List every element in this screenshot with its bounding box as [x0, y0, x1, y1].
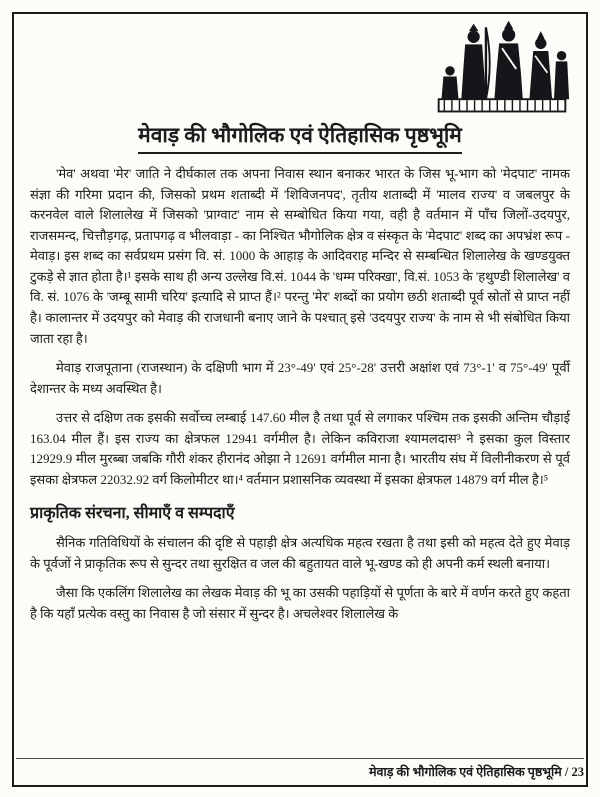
paragraph-3: उत्तर से दक्षिण तक इसकी सर्वोच्च लम्बाई 147.60 मील है तथा पूर्व से लगाकर पश्चिम तक इसकी अन्तिम चौड़ाई 163.04 मील हैं। इस राज्य का क्षेत्रफल 12941 वर्गमील है। लेकिन कविराजा श्यामलदास³ ने इसका कुल विस्तार 12929.9 मील मुरब्बा जबकि गौरी शंकर हीरानंद ओझा ने 12691 वर्गमील माना है। भारतीय संघ में विलीनीकरण से पूर्व इसका क्षेत्रफल 22032.92 वर्ग किलोमीटर था।⁴ वर्तमान प्रशासनिक व्यवस्था में इसका क्षेत्रफल 14879 वर्ग मील है।⁵ [30, 410, 570, 487]
page-title-text: मेवाड़ की भौगोलिक एवं ऐतिहासिक पृष्ठभूमि [138, 122, 462, 154]
page-content [14, 14, 586, 785]
paragraph-4: सैनिक गतिविधियों के संचालन की दृष्टि से पहाड़ी क्षेत्र अत्यधिक महत्व रखता है तथा इसी को महत्व देते हुए मेवाड़ के पूर्वजों ने प्राकृतिक रूप से सुन्दर तथा सुरक्षित व जल की बहुतायत वाले भू-खण्ड को ही अपनी कर्म स्थली बनाया। [30, 535, 570, 571]
section-heading: प्राकृतिक संरचना, सीमाएँ व सम्पदाएँ [30, 505, 235, 523]
paragraph-5: जैसा कि एकलिंग शिलालेख का लेखक मेवाड़ की भू का उसकी पहाड़ियों से पूर्णता के बारे में वर्णन करते हुए कहता है कि यहाँ प्रत्येक वस्तु का निवास है जो संसार में सुन्दर है। अचलेश्वर शिलालेख के [30, 585, 570, 621]
paragraph-2: मेवाड़ राजपूताना (राजस्थान) के दक्षिणी भाग में 23°-49' एवं 25°-28' उत्तरी अक्षांश एवं 73°-1' व 75°-49' पूर्वी देशान्तर के मध्य अवस्थित है। [30, 360, 570, 396]
page-footer: मेवाड़ की भौगोलिक एवं ऐतिहासिक पृष्ठभूमि / 23 [16, 758, 584, 780]
page-title [30, 122, 570, 154]
paragraph-1: 'मेव' अथवा 'मेर' जाति ने दीर्घकाल तक अपना निवास स्थान बनाकर भारत के जिस भू-भाग को 'मेदपाट' नामक संज्ञा की गरिमा प्रदान की, जिसको प्रथम शताब्दी में 'शिविजनपद', तृतीय शताब्दी में 'मालव राज्य' व जबलपुर के करनवेल वाले शिलालेख में जिसको 'प्राग्वाट' नाम से सम्बोधित किया गया, वही है वर्तमान में पाँच जिलों-उदयपुर, राजसमन्द, चित्तौड़गढ़, प्रतापगढ़ व भीलवाड़ा - का निश्चित भौगोलिक क्षेत्र व संस्कृत के 'मेदपाट' शब्द का अपभ्रंश रूप - मेवाड़। इस शब्द का सर्वप्रथम प्रसंग वि. सं. 1000 के आहाड़ के आदिवराह मन्दिर से सम्बन्धित शिलालेख के खण्डयुक्त टुकड़े से ज्ञात होता है।¹ इसके साथ ही अन्य उल्लेख वि.सं. 1044 के 'धम्म परिक्खा', वि.सं. 1053 के 'हथुण्डी शिलालेख' व वि. सं. 1076 के 'जम्बू सामी चरिय' इत्यादि से प्राप्त हैं।² परन्तु 'मेर' शब्दों का प्रयोग छठी शताब्दी पूर्व स्रोतों से प्राप्त नहीं है। कालान्तर में उदयपुर को मेवाड़ की राजधानी बनाए जाने के पश्चात् इसे 'उदयपुर राज्य' के नाम से भी संबोधित किया जाता रहा है। [30, 166, 570, 346]
